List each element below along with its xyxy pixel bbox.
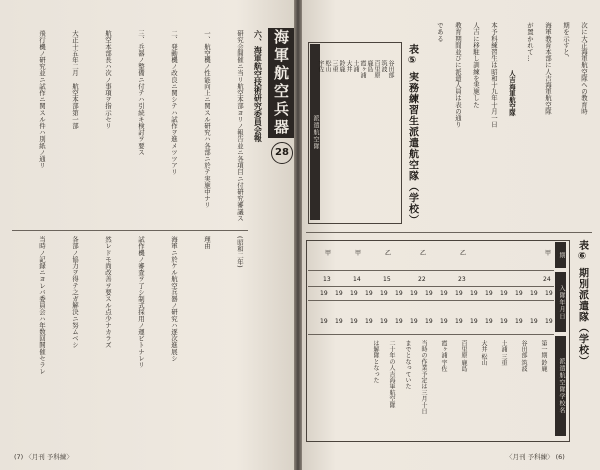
body-column: 二、発動機ノ改良ニ関シテハ試作ヲ進メツツアリ: [170, 30, 178, 176]
intro-column: 期を示すと、: [562, 22, 570, 62]
date-cell: 19: [425, 318, 433, 325]
bottom-column: 当時の作業予定は三月十日: [420, 340, 427, 415]
date-cell: 19: [485, 318, 493, 325]
period-number: 13: [323, 276, 331, 283]
body-column: 一、航空機ノ性能向上ニ関スル研究ハ各部ニ於テ実施中ナリ: [203, 30, 211, 209]
table5-cell: 宇佐: [317, 60, 324, 72]
series-number: 28: [271, 142, 293, 164]
date-cell: 19: [350, 290, 358, 297]
body-column: 各部ノ協力ヲ得テ之ガ解決ニ努ムベシ: [71, 236, 79, 349]
date-cell: 19: [440, 318, 448, 325]
period-label: 甲: [545, 250, 552, 257]
school-name: 第一期 鈴鹿: [540, 340, 547, 372]
table6-title: 表⑥ 期別派遣隊（学校）: [576, 240, 588, 367]
table6-header-date: 入隊年月日: [555, 272, 566, 332]
table5-title: 表⑤ 実務練習生派遣航空隊（学校）: [406, 44, 418, 226]
period-number: 22: [418, 276, 426, 283]
table6-header-school: 派遣航空隊学校名: [555, 336, 566, 436]
body-column: (昭和二年): [236, 236, 244, 268]
date-cell: 19: [515, 318, 523, 325]
date-cell: 19: [530, 290, 538, 297]
table6-rule-3: [308, 300, 554, 301]
intro-column: 本予科練習生は昭和十九年十月一日: [490, 22, 498, 128]
date-cell: 19: [395, 290, 403, 297]
date-cell: 19: [410, 290, 418, 297]
table5-cell: 土浦: [352, 60, 359, 72]
school-name: 百里原 鹿島: [460, 340, 467, 372]
body-column: 大正十五年二月 航空本部第一部: [71, 30, 79, 129]
period-number: 23: [458, 276, 466, 283]
date-cell: 19: [500, 290, 508, 297]
book-gutter: [294, 0, 302, 470]
date-cell: 19: [500, 318, 508, 325]
bottom-column: までとなっていた: [404, 340, 411, 390]
intro-column: である: [436, 22, 444, 42]
date-cell: 19: [365, 318, 373, 325]
period-label: 甲: [325, 250, 332, 257]
date-cell: 19: [335, 290, 343, 297]
period-label: 甲: [355, 250, 362, 257]
bottom-column: 二十年の人吉海軍航空隊: [388, 340, 395, 409]
date-cell: 19: [515, 290, 523, 297]
date-cell: 19: [455, 318, 463, 325]
intro-column: 人吉に移駐し訓練を実施した: [472, 22, 480, 108]
body-column: 航空本部長ハ次ノ事項ヲ指示セリ: [104, 30, 112, 129]
bottom-column: は解隊となった: [372, 340, 379, 384]
table6-rule-1: [308, 270, 554, 271]
body-column: 当時ノ記録ニヨレバ委員会ハ年数回開催セラレ: [38, 236, 46, 375]
date-cell: 19: [380, 318, 388, 325]
body-column: 試作機ノ審査ヲ了シ制式採用ノ運ビトナレリ: [137, 236, 145, 368]
body-column: 然レドモ尚改善ヲ要スル点少ナカラズ: [104, 236, 112, 349]
table5-header: 派遣航空隊: [310, 44, 320, 220]
date-cell: 19: [365, 290, 373, 297]
date-cell: 19: [470, 290, 478, 297]
intro-column: 教育期間並びに派遣人員は表の通り: [454, 22, 462, 128]
date-cell: 19: [320, 318, 328, 325]
date-cell: 19: [410, 318, 418, 325]
period-number: 24: [543, 276, 551, 283]
date-cell: 19: [545, 318, 553, 325]
body-column: 飛行機ノ研究並ニ試作ニ関スル件ハ別紙ノ通リ: [38, 30, 46, 169]
period-label: 乙: [420, 250, 427, 257]
table5-cell: 筑波: [380, 60, 387, 72]
date-cell: 19: [395, 318, 403, 325]
date-cell: 19: [530, 318, 538, 325]
period-number: 14: [353, 276, 361, 283]
table5-cell: 大井: [345, 60, 352, 72]
page-folio-left: (7) 〈月刊 予科練〉: [14, 453, 73, 461]
body-column: 研究会開催ニ当リ航空本部ヨリノ報告並ニ各項目ニ付研究審議ス: [236, 30, 244, 222]
section-heading: 六、海軍航空技術研究委員会報: [253, 30, 264, 142]
table6-rule-4: [308, 334, 554, 335]
date-cell: 19: [485, 290, 493, 297]
body-column: 海軍ニ於ケル航空兵器ノ研究ハ逐次進展シ: [170, 236, 178, 362]
table5-cell: 三重: [331, 60, 338, 72]
table-divider: [306, 232, 592, 233]
series-banner: 海軍航空兵器: [268, 28, 294, 138]
column-divider: [12, 230, 248, 231]
body-column: 三、兵器ノ整備ニ付テハ引続キ検討ヲ要ス: [137, 30, 145, 156]
date-cell: 19: [425, 290, 433, 297]
intro-column: 人吉海軍航空隊: [508, 70, 516, 117]
date-cell: 19: [470, 318, 478, 325]
table5-cell: 鹿島: [366, 60, 373, 72]
intro-column: 次に大正海軍航空隊への教育時: [580, 22, 588, 115]
table5-cell: 谷田部: [387, 60, 394, 78]
date-cell: 19: [440, 290, 448, 297]
table5-cell: 百里原: [373, 60, 380, 78]
table5-cell: 霞ヶ浦: [359, 60, 366, 78]
intro-column: が置かれて…: [526, 22, 534, 62]
school-name: 大井 松山: [480, 340, 487, 366]
body-column: 理由: [203, 236, 211, 250]
date-cell: 19: [350, 318, 358, 325]
school-name: 霞ヶ浦 宇佐: [440, 340, 447, 372]
date-cell: 19: [455, 290, 463, 297]
school-name: 土浦 三重: [500, 340, 507, 366]
period-label: 乙: [460, 250, 467, 257]
date-cell: 19: [545, 290, 553, 297]
intro-column: 海軍教育本部に人吉海軍航空隊: [544, 22, 552, 115]
date-cell: 19: [380, 290, 388, 297]
table6-rule-2: [308, 286, 554, 287]
period-label: 乙: [385, 250, 392, 257]
page-folio-right: 〈月刊 予科練〉 (6): [506, 453, 565, 461]
date-cell: 19: [320, 290, 328, 297]
table5-cell: 松山: [324, 60, 331, 72]
school-name: 谷田部 筑波: [520, 340, 527, 372]
table6-header-period: 期: [555, 242, 566, 268]
date-cell: 19: [335, 318, 343, 325]
table5-cell: 鈴鹿: [338, 60, 345, 72]
period-number: 15: [383, 276, 391, 283]
